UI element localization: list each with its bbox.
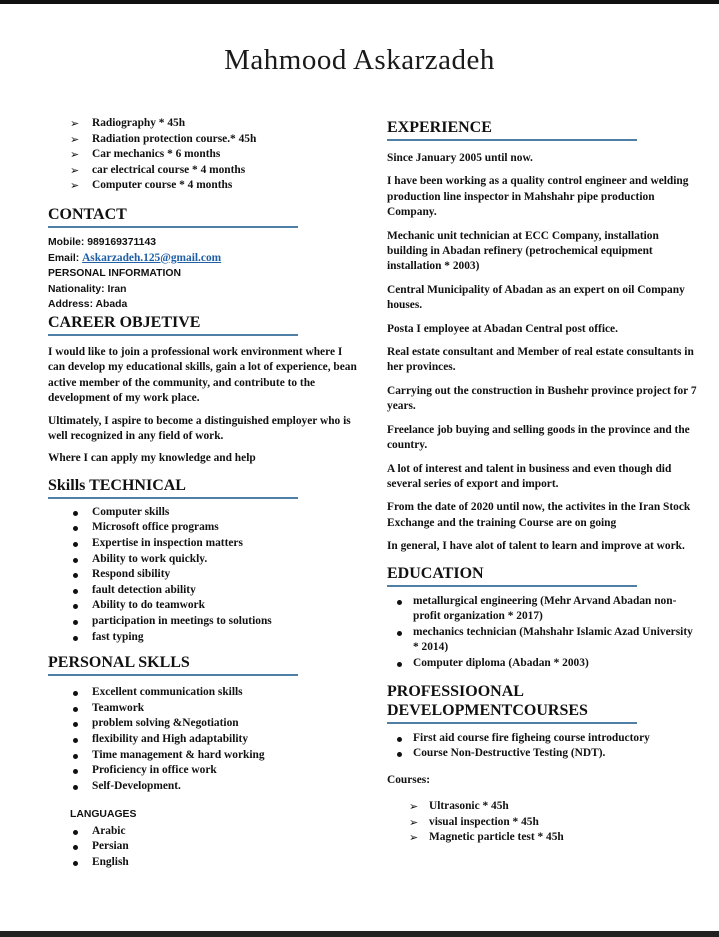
list-item: flexibility and High adaptability <box>48 732 358 748</box>
experience-item: In general, I have alot of talent to learn and improve at work. <box>387 540 685 553</box>
career-section <box>48 345 358 467</box>
right-column <box>387 116 697 846</box>
list-item: Proficiency in office work <box>48 763 358 779</box>
experience-item: A lot of interest and talent in business and even though did several series of export and import. <box>387 462 672 490</box>
languages-heading: LANGUAGES <box>70 809 137 821</box>
list-item: Expertise in inspection matters <box>48 536 358 552</box>
list-item: Microsoft office programs <box>48 520 358 536</box>
list-item: Arabic <box>48 824 358 840</box>
mobile-value: 989169371143 <box>87 236 157 248</box>
professional-heading-line: PROFESSIOONAL <box>387 682 524 700</box>
address-line <box>48 297 358 313</box>
left-column <box>48 116 358 871</box>
address-label: Address: <box>48 299 96 311</box>
experience-item: Posta I employee at Abadan Central post office. <box>387 322 618 335</box>
list-item: mechanics technician (Mahshahr Islamic Azad University * 2014) <box>387 625 697 656</box>
courses-list <box>387 799 697 846</box>
experience-item: Carrying out the construction in Bushehr province project for 7 years. <box>387 384 697 413</box>
list-item: Time management & hard working <box>48 748 358 764</box>
professional-heading <box>387 682 637 724</box>
list-item: First aid course fire figheing course introductory <box>387 731 697 747</box>
list-item: ➢ Radiography * 45h <box>48 116 358 132</box>
list-item: Ability to work quickly. <box>48 552 358 568</box>
list-item: ➢ Computer course * 4 months <box>48 178 358 194</box>
languages-list <box>48 824 358 871</box>
list-item: Course Non-Destructive Testing (NDT). <box>387 746 697 762</box>
career-paragraph: Where I can apply my knowledge and help <box>48 452 256 465</box>
courses-label: Courses: <box>387 773 431 786</box>
email-label: Email: <box>48 252 83 264</box>
list-item: ➢ visual inspection * 45h <box>387 815 697 831</box>
list-item: ➢ Magnetic particle test * 45h <box>387 830 697 846</box>
mobile-label: Mobile: <box>48 236 88 248</box>
list-item: fault detection ability <box>48 583 358 599</box>
career-paragraph: I would like to join a professional work environment where I can develop my educational skills, gain a lot of experience, bean active member of the community, and contribute to the development of my work place. <box>48 345 357 405</box>
list-item: Computer diploma (Abadan * 2003) <box>387 656 697 672</box>
nationality-value: Iran <box>107 283 127 295</box>
list-item: problem solving &Negotiation <box>48 716 358 732</box>
list-item: Excellent communication skills <box>48 685 358 701</box>
education-heading: EDUCATION <box>387 564 637 587</box>
career-paragraph: Ultimately, I aspire to become a distinguished employer who is well recognized in any field of work. <box>48 414 351 442</box>
nationality-label: Nationality: <box>48 283 108 295</box>
experience-section <box>387 151 697 555</box>
list-item: Ability to do teamwork <box>48 598 358 614</box>
list-item: ➢ car electrical course * 4 months <box>48 163 358 179</box>
professional-list <box>387 731 697 762</box>
experience-item: I have been working as a quality control engineer and welding production line inspector in Mahshahr pipe production Company. <box>387 175 689 219</box>
list-item: English <box>48 855 358 871</box>
experience-item: Real estate consultant and Member of real estate consultants in her provinces. <box>387 346 694 374</box>
top-courses-list <box>48 116 358 194</box>
personal-skills-heading: PERSONAL SKLLS <box>48 653 298 676</box>
address-value: Abada <box>95 299 128 311</box>
list-item: metallurgical engineering (Mehr Arvand Abadan non-profit organization * 2017) <box>387 594 697 625</box>
career-heading: CAREER OBJETIVE <box>48 313 298 336</box>
bottom-border <box>0 931 719 937</box>
personal-skills-list <box>48 685 358 794</box>
nationality-line <box>48 282 358 298</box>
experience-item: From the date of 2020 until now, the activites in the Iran Stock Exchange and the training Course are on going <box>387 501 691 529</box>
list-item: Self-Development. <box>48 779 358 795</box>
list-item: Teamwork <box>48 701 358 717</box>
skills-technical-list <box>48 505 358 645</box>
candidate-name: Mahmood Askarzadeh <box>224 44 495 76</box>
professional-heading-line: DEVELOPMENTCOURSES <box>387 701 588 719</box>
list-item: ➢ Radiation protection course.* 45h <box>48 132 358 148</box>
top-border <box>0 0 719 4</box>
experience-item: Central Municipality of Abadan as an expert on oil Company houses. <box>387 283 685 312</box>
list-item: ➢ Ultrasonic * 45h <box>387 799 697 815</box>
list-item: fast typing <box>48 630 358 646</box>
list-item: participation in meetings to solutions <box>48 614 358 630</box>
experience-item: Mechanic unit technician at ECC Company, installation building in Abadan refinery (petrochemical equipment installation * 2003) <box>387 229 659 273</box>
email-line <box>48 251 358 267</box>
list-item: Respond sibility <box>48 567 358 583</box>
personal-info-label: PERSONAL INFORMATION <box>48 268 181 280</box>
experience-heading: EXPERIENCE <box>387 118 637 141</box>
experience-item: Since January 2005 until now. <box>387 152 533 164</box>
education-list <box>387 594 697 672</box>
mobile-line <box>48 235 358 251</box>
list-item: ➢ Car mechanics * 6 months <box>48 147 358 163</box>
contact-heading: CONTACT <box>48 205 298 228</box>
skills-technical-heading: Skills TECHNICAL <box>48 476 298 499</box>
list-item: Persian <box>48 839 358 855</box>
email-link[interactable]: Askarzadeh.125@gmail.com <box>82 251 222 264</box>
experience-item: Freelance job buying and selling goods in the province and the country. <box>387 423 690 452</box>
list-item: Computer skills <box>48 505 358 521</box>
contact-section <box>48 235 358 313</box>
